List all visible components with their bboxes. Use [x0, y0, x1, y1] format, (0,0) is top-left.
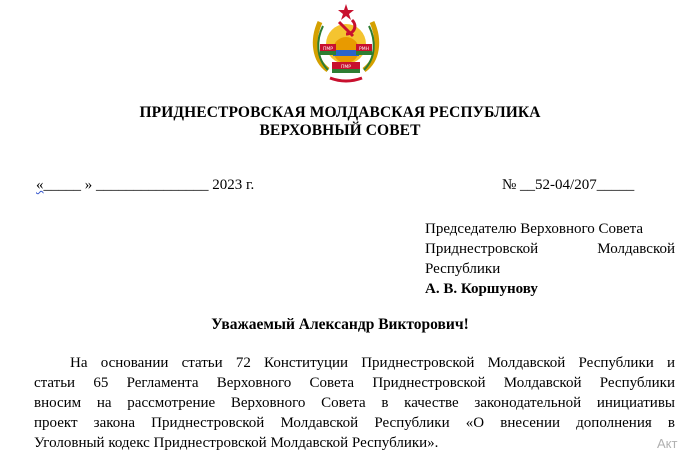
- ribbon-right-label: РМН: [359, 47, 369, 52]
- addressee-line2-a: Приднестровской: [425, 241, 539, 257]
- date-day-blank: _____: [43, 177, 81, 193]
- addressee-name: А. В. Коршунову: [425, 281, 538, 297]
- body-line-text: вносим на рассмотрение Верховного Совета в качестве законодательной инициативы: [34, 395, 675, 411]
- body-line: [34, 393, 675, 413]
- addressee-line1: Председателю Верховного Совета: [425, 221, 644, 237]
- body-line: [34, 373, 675, 393]
- addressee-line3: Республики: [425, 261, 501, 277]
- body-line-text: статьи 65 Регламента Верховного Совета Приднестровской Молдавской Республики: [34, 375, 675, 391]
- ribbon-left-label: ПМР: [323, 47, 333, 52]
- document-number: № __52-04/207_____: [502, 177, 635, 193]
- body-paragraph: [34, 353, 678, 453]
- date-line: [36, 177, 254, 194]
- addressee-line2-b: Молдавской: [597, 241, 675, 257]
- ribbon-bottom-label: ПМР: [341, 65, 351, 70]
- body-line: [34, 433, 678, 453]
- body-line: [34, 353, 675, 373]
- salutation: Уважаемый Александр Викторович!: [211, 316, 469, 333]
- date-open-quote: «: [36, 177, 44, 193]
- date-year: 2023 г.: [208, 177, 255, 193]
- body-line-text: Уголовный кодекс Приднестровской Молдавской Республики».: [34, 435, 439, 451]
- header-republic: ПРИДНЕСТРОВСКАЯ МОЛДАВСКАЯ РЕСПУБЛИКА: [139, 104, 541, 121]
- body-line: [34, 413, 675, 433]
- coat-of-arms-emblem: [306, 0, 386, 84]
- activation-watermark: Акт: [657, 436, 678, 451]
- header-council: ВЕРХОВНЫЙ СОВЕТ: [259, 122, 421, 139]
- date-close-quote: »: [81, 177, 93, 193]
- date-month-blank: _______________: [92, 177, 209, 193]
- coat-of-arms-icon: [306, 0, 386, 84]
- body-line-text: На основании статьи 72 Конституции Приднестровской Молдавской Республики и: [70, 355, 675, 371]
- addressee-block: [425, 219, 675, 299]
- addressee-line2: [425, 239, 675, 259]
- body-line-text: проект закона Приднестровской Молдавской Республики «О внесении дополнения в: [34, 415, 675, 431]
